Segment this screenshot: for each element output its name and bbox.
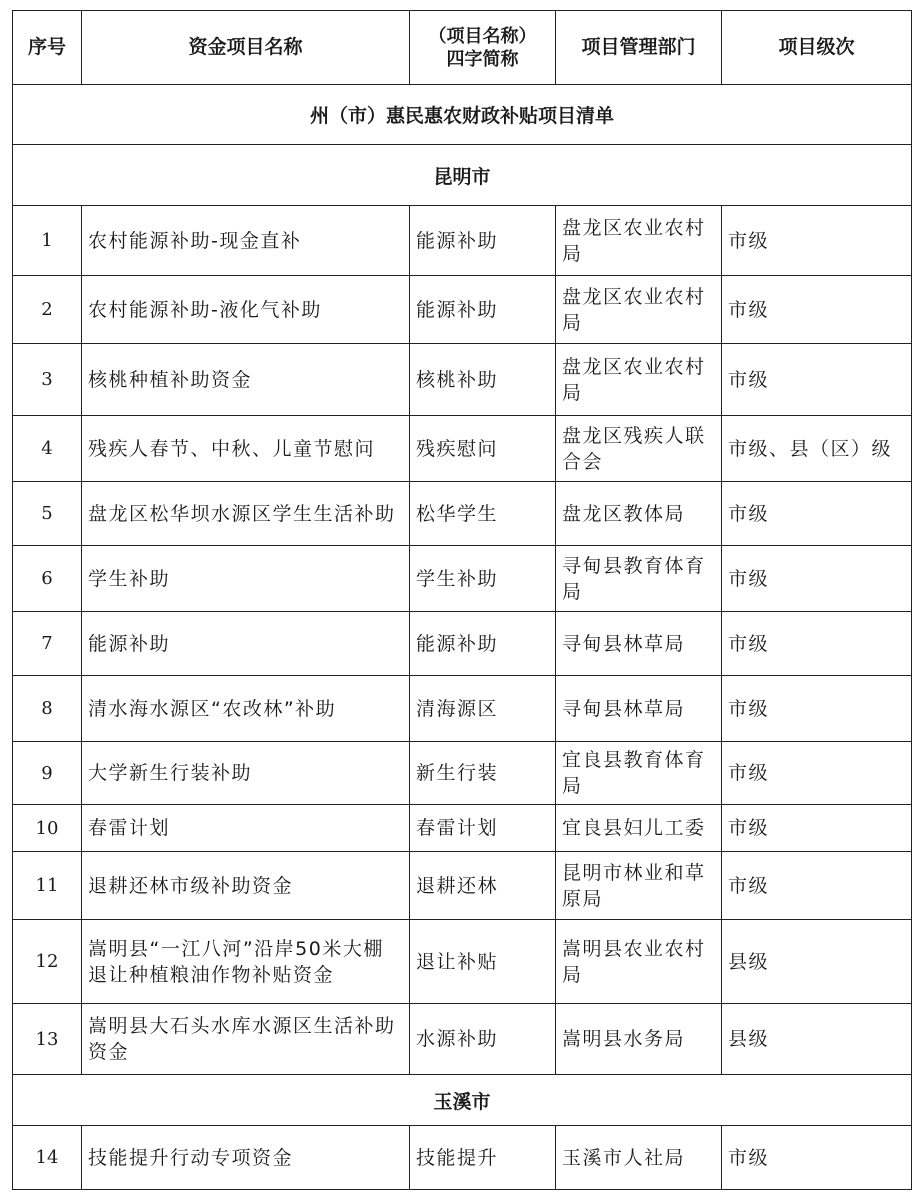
table-row [13, 805, 912, 852]
table-row [13, 546, 912, 612]
managing-department: 寻甸县教育体育局 [556, 546, 722, 612]
project-level: 市级 [722, 676, 912, 742]
project-name: 农村能源补助-现金直补 [82, 206, 410, 276]
city-label-kunming: 昆明市 [13, 145, 912, 206]
managing-department: 盘龙区农业农村局 [556, 276, 722, 344]
header-abbreviation-line1: （项目名称） [428, 25, 537, 47]
project-name: 技能提升行动专项资金 [82, 1126, 410, 1190]
subsidy-project-table [12, 10, 912, 1190]
section-title: 州（市）惠民惠农财政补贴项目清单 [13, 85, 912, 145]
row-number: 6 [13, 546, 82, 612]
table-row [13, 344, 912, 416]
header-project-name: 资金项目名称 [82, 11, 410, 85]
table-row [13, 742, 912, 805]
project-name: 残疾人春节、中秋、儿童节慰问 [82, 416, 410, 482]
city-row-yuxi [13, 1075, 912, 1126]
project-abbreviation: 核桃补助 [410, 344, 556, 416]
table-row [13, 206, 912, 276]
project-abbreviation: 能源补助 [410, 206, 556, 276]
row-number: 12 [13, 920, 82, 1004]
table-row [13, 482, 912, 546]
project-level: 市级 [722, 805, 912, 852]
table-header-row [13, 11, 912, 85]
managing-department: 玉溪市人社局 [556, 1126, 722, 1190]
row-number: 4 [13, 416, 82, 482]
row-number: 9 [13, 742, 82, 805]
project-level: 县级 [722, 1004, 912, 1075]
city-label-yuxi: 玉溪市 [13, 1075, 912, 1126]
project-abbreviation: 学生补助 [410, 546, 556, 612]
project-level: 市级 [722, 482, 912, 546]
project-abbreviation: 能源补助 [410, 276, 556, 344]
row-number: 14 [13, 1126, 82, 1190]
project-abbreviation: 新生行装 [410, 742, 556, 805]
header-serial-number: 序号 [13, 11, 82, 85]
row-number: 1 [13, 206, 82, 276]
table-row [13, 612, 912, 676]
table-row [13, 920, 912, 1004]
table-row [13, 676, 912, 742]
table-row [13, 1126, 912, 1190]
project-name: 嵩明县大石头水库水源区生活补助资金 [82, 1004, 410, 1075]
project-abbreviation: 退让补贴 [410, 920, 556, 1004]
header-abbreviation [410, 11, 556, 85]
project-level: 市级 [722, 206, 912, 276]
row-number: 8 [13, 676, 82, 742]
project-abbreviation: 能源补助 [410, 612, 556, 676]
table-row [13, 852, 912, 920]
project-level: 市级 [722, 276, 912, 344]
managing-department: 宜良县教育体育局 [556, 742, 722, 805]
managing-department: 盘龙区农业农村局 [556, 344, 722, 416]
table-row [13, 416, 912, 482]
project-name: 农村能源补助-液化气补助 [82, 276, 410, 344]
project-name: 大学新生行装补助 [82, 742, 410, 805]
row-number: 13 [13, 1004, 82, 1075]
header-project-level: 项目级次 [722, 11, 912, 85]
project-level: 市级 [722, 1126, 912, 1190]
header-abbreviation-line2: 四字简称 [446, 48, 519, 70]
managing-department: 昆明市林业和草原局 [556, 852, 722, 920]
managing-department: 嵩明县水务局 [556, 1004, 722, 1075]
project-abbreviation: 残疾慰问 [410, 416, 556, 482]
project-abbreviation: 清海源区 [410, 676, 556, 742]
project-level: 市级 [722, 852, 912, 920]
table-row [13, 1004, 912, 1075]
managing-department: 盘龙区农业农村局 [556, 206, 722, 276]
project-abbreviation: 春雷计划 [410, 805, 556, 852]
table-row [13, 276, 912, 344]
row-number: 11 [13, 852, 82, 920]
row-number: 5 [13, 482, 82, 546]
row-number: 3 [13, 344, 82, 416]
managing-department: 寻甸县林草局 [556, 612, 722, 676]
project-level: 市级 [722, 612, 912, 676]
project-level: 县级 [722, 920, 912, 1004]
project-abbreviation: 退耕还林 [410, 852, 556, 920]
row-number: 2 [13, 276, 82, 344]
project-level: 市级 [722, 742, 912, 805]
project-abbreviation: 松华学生 [410, 482, 556, 546]
project-name: 盘龙区松华坝水源区学生生活补助 [82, 482, 410, 546]
project-name: 嵩明县“一江八河”沿岸50米大棚退让种植粮油作物补贴资金 [82, 920, 410, 1004]
managing-department: 盘龙区教体局 [556, 482, 722, 546]
managing-department: 盘龙区残疾人联合会 [556, 416, 722, 482]
project-name: 学生补助 [82, 546, 410, 612]
project-abbreviation: 水源补助 [410, 1004, 556, 1075]
row-number: 7 [13, 612, 82, 676]
managing-department: 宜良县妇儿工委 [556, 805, 722, 852]
row-number: 10 [13, 805, 82, 852]
managing-department: 寻甸县林草局 [556, 676, 722, 742]
project-level: 市级 [722, 546, 912, 612]
header-managing-department: 项目管理部门 [556, 11, 722, 85]
city-row-kunming [13, 145, 912, 206]
project-name: 能源补助 [82, 612, 410, 676]
project-name: 清水海水源区“农改林”补助 [82, 676, 410, 742]
section-title-row [13, 85, 912, 145]
project-name: 核桃种植补助资金 [82, 344, 410, 416]
managing-department: 嵩明县农业农村局 [556, 920, 722, 1004]
project-name: 退耕还林市级补助资金 [82, 852, 410, 920]
project-name: 春雷计划 [82, 805, 410, 852]
project-abbreviation: 技能提升 [410, 1126, 556, 1190]
project-level: 市级 [722, 344, 912, 416]
project-level: 市级、县（区）级 [722, 416, 912, 482]
